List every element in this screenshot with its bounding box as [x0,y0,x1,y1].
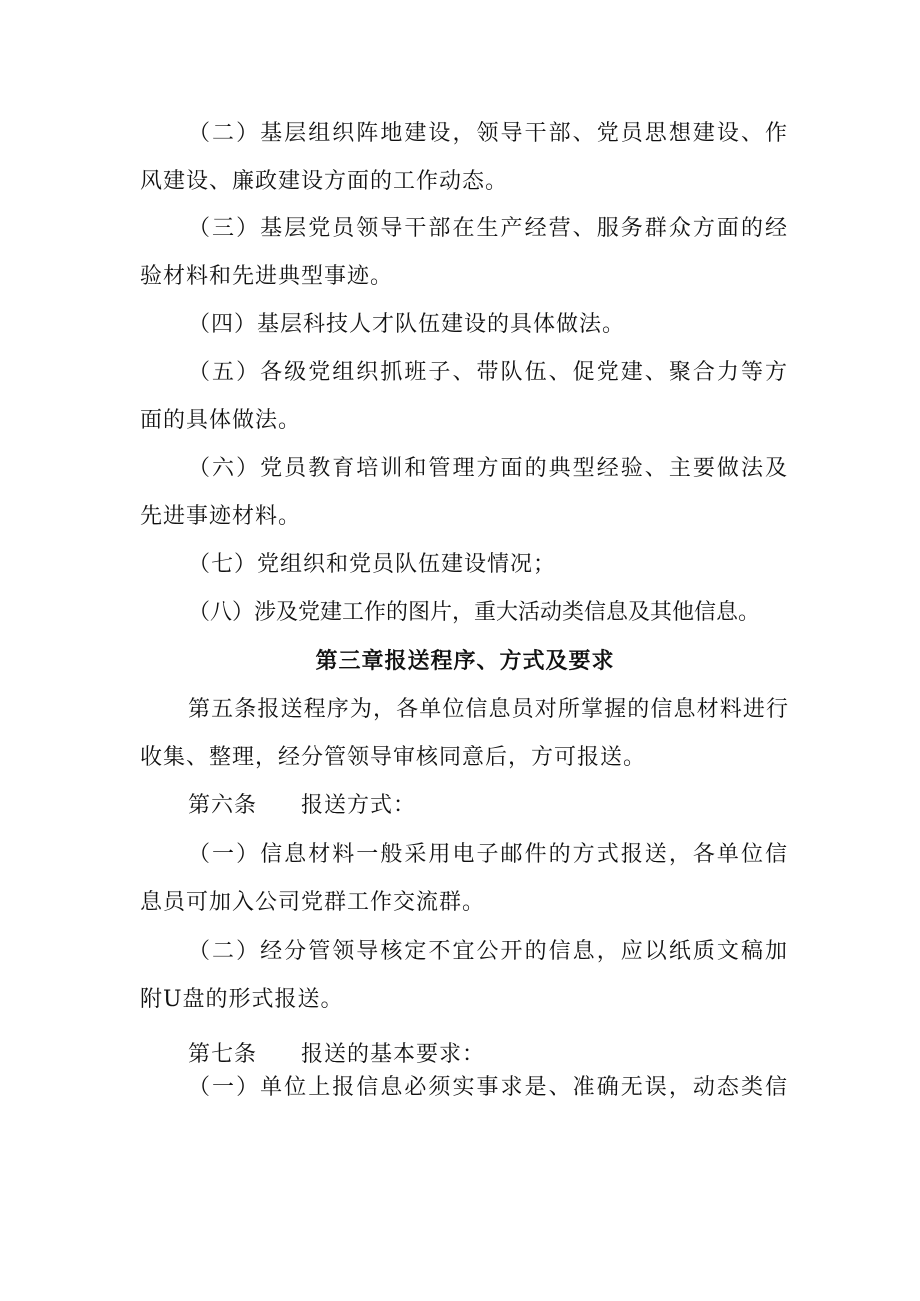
article-line: 收集、整理，经分管领导审核同意后，方可报送。 [140,745,647,770]
article-heading [188,1040,788,1070]
paragraph-line: 先进事迹材料。 [140,504,302,529]
paragraph-line: 面的具体做法。 [140,408,302,433]
paragraph-line: 息员可加入公司党群工作交流群。 [140,890,486,915]
article-line: 第五条报送程序为，各单位信息员对所掌握的信息材料进行 [188,697,788,722]
paragraph-line: （四）基层科技人才队伍建设的具体做法。 [188,312,626,337]
paragraph-line: （七）党组织和党员队伍建设情况； [188,552,557,577]
paragraph-line: 风建设、廉政建设方面的工作动态。 [140,169,509,194]
paragraph-line: （六）党员教育培训和管理方面的典型经验、主要做法及 [188,456,788,481]
article-label: 第六条 [188,793,258,818]
article-title: 报送方式： [301,793,417,818]
paragraph-line: （八）涉及党建工作的图片，重大活动类信息及其他信息。 [188,600,761,625]
paragraph-line: （一）单位上报信息必须实事求是、准确无误，动态类信 [188,1075,788,1100]
paragraph-line: （一）信息材料一般采用电子邮件的方式报送，各单位信 [188,842,788,867]
chapter-heading: 第三章报送程序、方式及要求 [315,649,615,674]
article-heading [188,791,788,821]
paragraph-line: （三）基层党员领导干部在生产经营、服务群众方面的经 [188,216,788,241]
paragraph-line: （二）基层组织阵地建设，领导干部、党员思想建设、作 [188,121,788,146]
paragraph-line: 验材料和先进典型事迹。 [140,264,394,289]
paragraph-line: 附U盘的形式报送。 [140,987,344,1012]
paragraph-line: （二）经分管领导核定不宜公开的信息，应以纸质文稿加 [188,939,788,964]
article-label: 第七条 [188,1042,258,1067]
paragraph-line: （五）各级党组织抓班子、带队伍、促党建、聚合力等方 [188,360,788,385]
article-title: 报送的基本要求： [301,1042,486,1067]
